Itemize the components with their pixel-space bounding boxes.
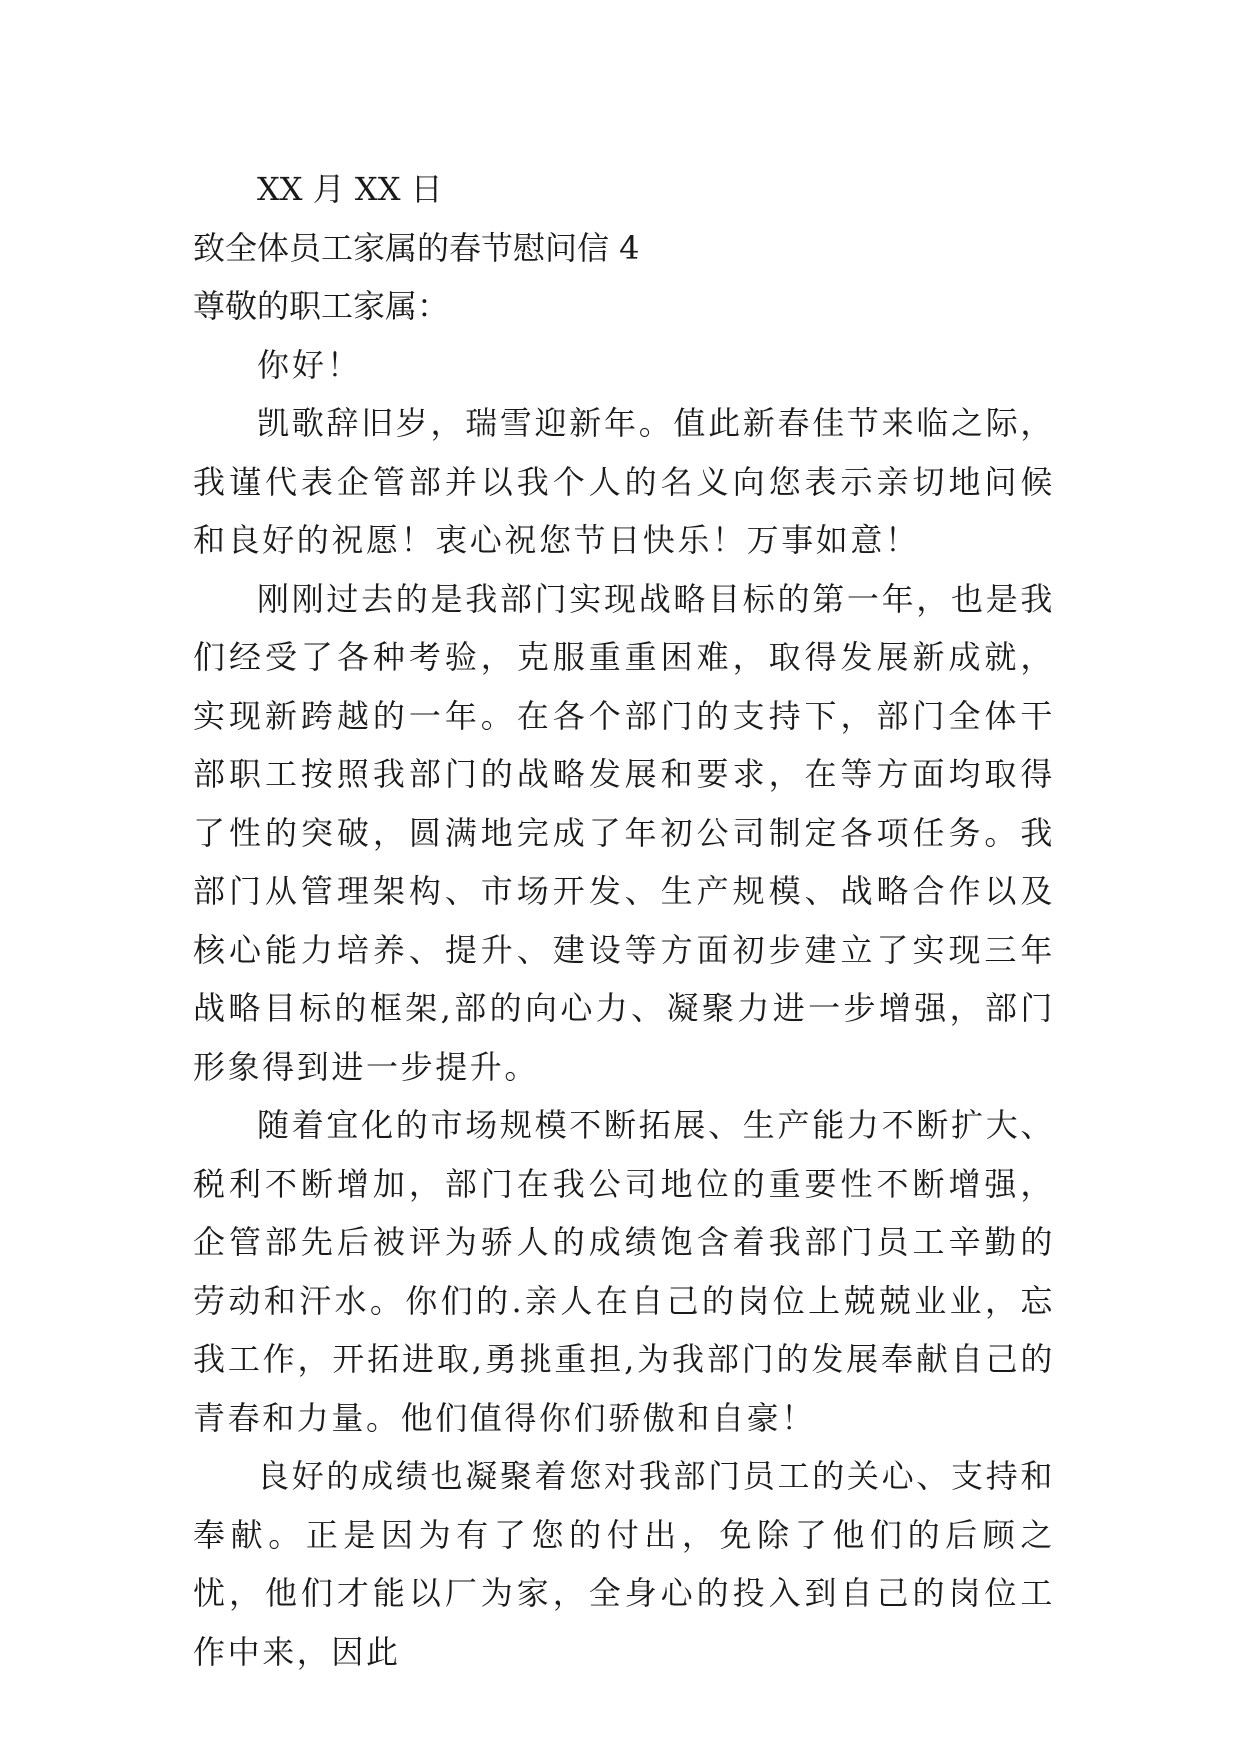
paragraph-4: 良好的成绩也凝聚着您对我部门员工的关心、支持和奉献。正是因为有了您的付出，免除了他们的后顾之忧，他们才能以厂为家，全身心的投入到自己的岗位工作中来，因此 (193, 1457, 1055, 1671)
paragraph-1: 凯歌辞旧岁，瑞雪迎新年。值此新春佳节来临之际，我谨代表企管部并以我个人的名义向您表示亲切地问候和良好的祝愿！衷心祝您节日快乐！万事如意！ (193, 404, 1055, 559)
letter-date: XX 月 XX 日 (257, 170, 443, 208)
letter-greeting: 你好！ (257, 345, 363, 384)
letter-body (193, 160, 1055, 1681)
paragraph-2: 刚刚过去的是我部门实现战略目标的第一年，也是我们经受了各种考验，克服重重困难，取得发展新成就，实现新跨越的一年。在各个部门的支持下，部门全体干部职工按照我部门的战略发展和要求，在等方面均取得了性的突破，圆满地完成了年初公司制定各项任务。我部门从管理架构、市场开发、生产规模、战略合作以及核心能力培养、提升、建设等方面初步建立了实现三年战略目标的框架,部的向心力、凝聚力进一步增强，部门形象得到进一步提升。 (193, 579, 1055, 1086)
paragraph-3: 随着宜化的市场规模不断拓展、生产能力不断扩大、税利不断增加，部门在我公司地位的重要性不断增强，企管部先后被评为骄人的成绩饱含着我部门员工辛勤的劳动和汗水。你们的.亲人在自己的岗位上兢兢业业，忘我工作，开拓进取,勇挑重担,为我部门的发展奉献自己的青春和力量。他们值得你们骄傲和自豪！ (193, 1106, 1055, 1437)
letter-title: 致全体员工家属的春节慰问信 4 (193, 228, 640, 267)
letter-salutation: 尊敬的职工家属： (193, 287, 450, 325)
